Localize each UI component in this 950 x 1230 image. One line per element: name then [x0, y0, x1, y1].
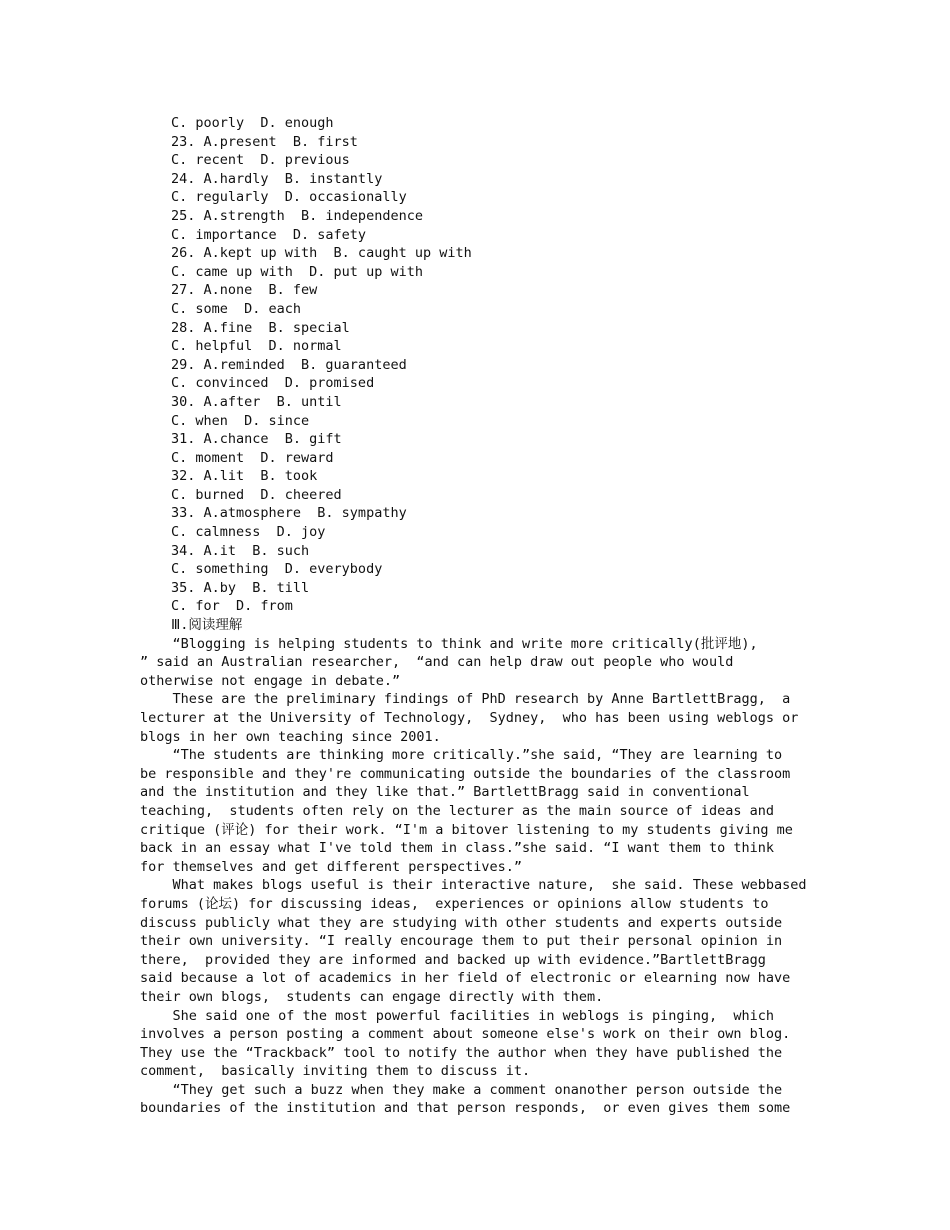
- passage-paragraph: “Blogging is helping students to think and write more critically(批评地), ” said an Australian researcher, “and can help draw out people who would otherwise not engage in debate.”: [140, 635, 758, 689]
- section-heading: Ⅲ.阅读理解: [171, 617, 243, 634]
- option-line: 33. A.atmosphere B. sympathy: [171, 505, 407, 522]
- option-line: 24. A.hardly B. instantly: [171, 170, 383, 187]
- option-line: C. recent D. previous: [171, 152, 350, 169]
- option-line: C. importance D. safety: [171, 226, 367, 243]
- reading-passage: [140, 635, 820, 1118]
- option-line: C. helpful D. normal: [171, 338, 342, 355]
- option-line: C. something D. everybody: [171, 561, 383, 578]
- document-text: [140, 114, 820, 1118]
- passage-paragraph: These are the preliminary findings of PhD research by Anne BartlettBragg, a lecturer at the University of Technology, Sydney, who has been using weblogs or blogs in her own teaching since 2001.: [140, 691, 799, 745]
- option-line: 23. A.present B. first: [171, 133, 358, 150]
- option-line: 25. A.strength B. independence: [171, 207, 423, 224]
- option-line: 27. A.none B. few: [171, 282, 318, 299]
- option-line: 30. A.after B. until: [171, 393, 342, 410]
- option-line: 28. A.fine B. special: [171, 319, 350, 336]
- passage-paragraph: She said one of the most powerful facilities in weblogs is pinging, which involves a person posting a comment about someone else's work on their own blog. They use the “Trackback” tool to notify the author when they have published the comment, basically inviting them to discuss it.: [140, 1007, 791, 1080]
- option-line: C. convinced D. promised: [171, 375, 375, 392]
- option-line: 32. A.lit B. took: [171, 468, 318, 485]
- option-line: C. burned D. cheered: [171, 486, 342, 503]
- answer-options: [140, 114, 820, 616]
- option-line: 31. A.chance B. gift: [171, 431, 342, 448]
- option-line: C. came up with D. put up with: [171, 263, 423, 280]
- passage-paragraph: “The students are thinking more critically.”she said, “They are learning to be responsible and they're communicating outside the boundaries of the classroom and the institution and they like that.” BartlettBragg said in conventional teaching, students often rely on the lecturer as the main source of ideas and critique (评论) for their work. “I'm a bitover listening to my students giving me back in an essay what I've told them in class.”she said. “I want them to think for themselves and get different perspectives.”: [140, 747, 793, 875]
- passage-paragraph: “They get such a buzz when they make a comment onanother person outside the boundaries of the institution and that person responds, or even gives them some: [140, 1081, 791, 1117]
- option-line: 35. A.by B. till: [171, 579, 310, 596]
- option-line: C. regularly D. occasionally: [171, 189, 407, 206]
- option-line: C. moment D. reward: [171, 449, 334, 466]
- passage-paragraph: What makes blogs useful is their interactive nature, she said. These webbased forums (论坛) for discussing ideas, experiences or opinions allow students to discuss publicly what they are studying with other students and experts outside their own university. “I really encourage them to put their personal opinion in there, provided they are informed and backed up with evidence.”BartlettBragg said because a lot of academics in her field of electronic or elearning now have their own blogs, students can engage directly with them.: [140, 877, 807, 1005]
- option-line: C. poorly D. enough: [171, 115, 334, 131]
- option-line: 34. A.it B. such: [171, 542, 310, 559]
- option-line: 26. A.kept up with B. caught up with: [171, 245, 472, 262]
- option-line: C. for D. from: [171, 598, 293, 615]
- option-line: C. some D. each: [171, 300, 302, 317]
- option-line: 29. A.reminded B. guaranteed: [171, 356, 407, 373]
- option-line: C. when D. since: [171, 412, 310, 429]
- option-line: C. calmness D. joy: [171, 524, 326, 541]
